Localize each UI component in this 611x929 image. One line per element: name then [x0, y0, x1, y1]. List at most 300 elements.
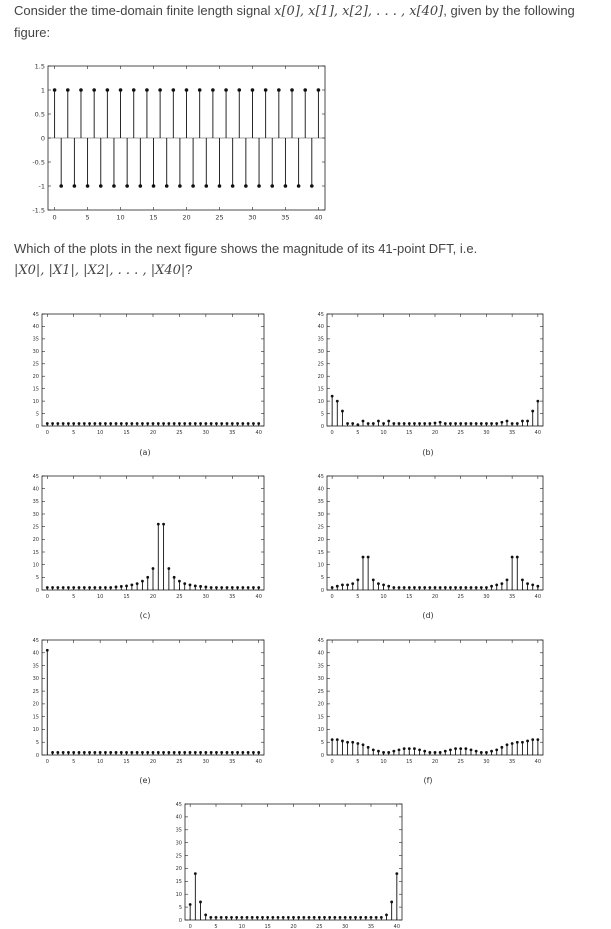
stem-marker — [93, 422, 96, 425]
stem-marker — [53, 88, 57, 92]
stem-marker — [104, 586, 107, 589]
stem-marker — [511, 422, 514, 425]
stem-marker — [178, 580, 181, 583]
stem-marker — [99, 422, 102, 425]
x-tick-label: 25 — [215, 213, 224, 222]
x-tick-label: 20 — [290, 924, 297, 929]
x-tick-label: 15 — [406, 594, 413, 600]
stem-marker — [277, 88, 281, 92]
panel-label-f: (f) — [423, 776, 433, 785]
stem-marker — [211, 88, 215, 92]
stem-marker — [83, 586, 86, 589]
stem-marker — [173, 422, 176, 425]
stem-marker — [247, 586, 250, 589]
stem-marker — [183, 751, 186, 754]
x-tick-label: 0 — [330, 759, 334, 765]
stem-marker — [356, 423, 359, 426]
y-tick-label: 35 — [175, 827, 182, 834]
y-tick-label: 35 — [317, 499, 324, 506]
stem-marker — [251, 916, 254, 919]
stem-marker — [459, 747, 462, 750]
stem-marker — [367, 556, 370, 559]
stem-marker — [120, 422, 123, 425]
stem-marker — [536, 400, 539, 403]
stem-marker — [237, 88, 241, 92]
stem-marker — [215, 422, 218, 425]
stem-marker — [266, 916, 269, 919]
stem-marker — [185, 88, 189, 92]
stem-marker — [444, 586, 447, 589]
chart-a — [33, 312, 264, 457]
y-tick-label: 20 — [317, 537, 324, 544]
y-tick-label: 25 — [175, 853, 182, 860]
stem-marker — [282, 916, 285, 919]
stem-marker — [364, 916, 367, 919]
plot-frame — [327, 476, 543, 590]
stem-marker — [46, 422, 49, 425]
y-tick-label: 45 — [32, 637, 39, 644]
stem-marker — [434, 586, 437, 589]
stem-marker — [392, 750, 395, 753]
y-tick-label: 0 — [35, 587, 39, 594]
stem-marker — [173, 576, 176, 579]
stem-marker — [152, 751, 155, 754]
stem-marker — [403, 747, 406, 750]
x-tick-label: 25 — [176, 430, 183, 436]
stem-marker — [490, 422, 493, 425]
panel-label-b: (b) — [422, 448, 434, 457]
stem-marker — [204, 586, 207, 589]
stem-marker — [158, 88, 162, 92]
stem-marker — [99, 751, 102, 754]
stem-marker — [204, 913, 207, 916]
panel-label-e: (e) — [139, 776, 151, 785]
y-tick-label: 15 — [32, 714, 39, 721]
stem-marker — [62, 422, 65, 425]
stem-marker — [349, 916, 352, 919]
stem-marker — [183, 582, 186, 585]
stem-marker — [204, 422, 207, 425]
stem-marker — [328, 916, 331, 919]
y-tick-label: 10 — [317, 727, 324, 734]
x-tick-label: 5 — [356, 759, 360, 765]
chart-c — [33, 474, 264, 620]
y-tick-label: 10 — [317, 398, 324, 405]
y-tick-label: 20 — [317, 701, 324, 708]
y-tick-label: 5 — [320, 411, 324, 418]
stem-marker — [480, 422, 483, 425]
stem-marker — [495, 422, 498, 425]
stem-marker — [341, 740, 344, 743]
y-tick-label: 0 — [320, 423, 324, 430]
stem-marker — [83, 422, 86, 425]
y-tick-label: 30 — [317, 511, 324, 518]
stem-marker — [220, 422, 223, 425]
stem-marker — [51, 586, 54, 589]
x-tick-label: 20 — [431, 594, 439, 600]
stem-marker — [398, 422, 401, 425]
stem-marker — [152, 422, 155, 425]
x-tick-label: 30 — [483, 759, 490, 765]
y-tick-label: 40 — [317, 650, 324, 657]
stem-marker — [521, 578, 524, 581]
stem-marker — [93, 586, 96, 589]
stem-marker — [490, 750, 493, 753]
stem-marker — [387, 751, 390, 754]
stem-marker — [225, 916, 228, 919]
stem-marker — [434, 422, 437, 425]
stem-marker — [146, 422, 149, 425]
y-tick-label: 10 — [317, 562, 324, 569]
stem-marker — [336, 585, 339, 588]
x-tick-label: 20 — [149, 594, 157, 600]
stem-marker — [351, 741, 354, 744]
y-tick-label: 5 — [178, 904, 182, 911]
y-tick-label: 45 — [32, 311, 39, 318]
stem-marker — [403, 422, 406, 425]
stem-marker — [449, 748, 452, 751]
stem-marker — [88, 751, 91, 754]
stem-marker — [178, 422, 181, 425]
x-tick-label: 30 — [483, 430, 490, 436]
x-tick-label: 20 — [149, 430, 157, 436]
stem-marker — [377, 750, 380, 753]
stem-marker — [247, 751, 250, 754]
y-tick-label: 35 — [32, 336, 39, 343]
plot-frame — [185, 804, 402, 920]
y-tick-label: 0 — [35, 423, 39, 430]
stem-marker — [261, 916, 264, 919]
prompt-end: ? — [185, 262, 193, 277]
stem-marker — [141, 751, 144, 754]
x-tick-label: 40 — [255, 759, 262, 765]
stem-marker — [199, 422, 202, 425]
chart-e — [33, 638, 264, 785]
stem-marker — [56, 751, 59, 754]
stem-marker — [86, 184, 90, 188]
x-tick-label: 30 — [202, 430, 210, 436]
stem-marker — [372, 748, 375, 751]
stem-marker — [218, 184, 222, 188]
stem-marker — [46, 649, 49, 652]
y-tick-label: 35 — [317, 336, 324, 343]
y-tick-label: 30 — [317, 676, 324, 683]
stem-marker — [310, 184, 314, 188]
y-tick-label: 0.5 — [34, 110, 45, 119]
stem-marker — [162, 751, 165, 754]
stem-marker — [382, 751, 385, 754]
stem-marker — [231, 422, 234, 425]
plot-frame — [327, 314, 543, 426]
stem-marker — [277, 916, 280, 919]
y-tick-label: 15 — [175, 879, 182, 886]
stem-marker — [141, 422, 144, 425]
y-tick-label: 5 — [320, 739, 324, 746]
stem-marker — [270, 184, 274, 188]
y-tick-label: -1 — [38, 182, 45, 191]
stem-marker — [372, 422, 375, 425]
prompt-text: Which of the plots in the next figure shows the magnitude of its 41-point DFT, i.e. — [14, 241, 478, 256]
stem-marker — [521, 741, 524, 744]
stem-marker — [178, 751, 181, 754]
stem-marker — [119, 88, 123, 92]
stem-marker — [271, 916, 274, 919]
y-tick-label: 45 — [317, 637, 324, 644]
stem-marker — [109, 586, 112, 589]
stem-marker — [231, 751, 234, 754]
stem-marker — [230, 916, 233, 919]
stem-marker — [331, 586, 334, 589]
stem-marker — [251, 88, 255, 92]
stem-marker — [485, 422, 488, 425]
stem-marker — [79, 88, 83, 92]
stem-marker — [67, 586, 70, 589]
stem-marker — [226, 751, 229, 754]
stem-marker — [372, 578, 375, 581]
x-tick-label: 30 — [202, 594, 210, 600]
stem-marker — [428, 586, 431, 589]
stem-marker — [423, 422, 426, 425]
x-tick-label: 30 — [248, 213, 257, 222]
stem-marker — [226, 422, 229, 425]
y-tick-label: 25 — [317, 361, 324, 368]
x-tick-label: 25 — [457, 759, 464, 765]
stem-marker — [104, 751, 107, 754]
x-tick-label: 35 — [508, 594, 516, 600]
stem-marker — [449, 586, 452, 589]
stem-marker — [344, 916, 347, 919]
x-tick-label: 10 — [96, 430, 104, 436]
x-tick-label: 35 — [229, 759, 236, 765]
stem-marker — [244, 184, 248, 188]
y-tick-label: 15 — [317, 386, 324, 393]
stem-marker — [302, 916, 305, 919]
intro-end-text: , given by the following — [443, 3, 575, 18]
x-tick-label: 40 — [393, 924, 401, 929]
x-tick-label: 15 — [123, 759, 130, 765]
stem-marker — [130, 584, 133, 587]
stem-marker — [413, 422, 416, 425]
stem-marker — [99, 586, 102, 589]
stem-marker — [252, 751, 255, 754]
stem-marker — [130, 751, 133, 754]
stem-marker — [220, 916, 223, 919]
x-tick-label: 40 — [534, 430, 542, 436]
stem-marker — [408, 747, 411, 750]
stem-marker — [454, 747, 457, 750]
stem-marker — [331, 738, 334, 741]
chart-f — [318, 638, 543, 785]
stem-marker — [377, 582, 380, 585]
y-tick-label: 20 — [32, 701, 39, 708]
stem-marker — [256, 916, 259, 919]
stem-marker — [470, 422, 473, 425]
y-tick-label: 15 — [317, 549, 324, 556]
stem-marker — [194, 585, 197, 588]
x-tick-label: 10 — [96, 594, 104, 600]
stem-marker — [500, 582, 503, 585]
stem-marker — [125, 751, 128, 754]
stem-marker — [120, 751, 123, 754]
intro-line2: figure: — [14, 25, 51, 40]
stem-marker — [516, 741, 519, 744]
stem-marker — [506, 578, 509, 581]
stem-marker — [152, 184, 156, 188]
stem-marker — [226, 586, 229, 589]
stem-marker — [146, 576, 149, 579]
stem-marker — [136, 422, 139, 425]
stem-marker — [88, 422, 91, 425]
x-tick-label: 35 — [229, 430, 236, 436]
x-tick-label: 35 — [367, 924, 375, 929]
stem-marker — [362, 743, 365, 746]
stem-marker — [152, 567, 155, 570]
intro-text: Consider the time-domain finite length signal — [14, 3, 275, 18]
y-tick-label: 0 — [320, 752, 324, 759]
stem-marker — [204, 751, 207, 754]
x-tick-label: 0 — [45, 759, 49, 765]
stem-marker — [323, 916, 326, 919]
stem-marker — [252, 586, 255, 589]
stem-marker — [106, 88, 110, 92]
stem-marker — [470, 748, 473, 751]
stem-marker — [220, 586, 223, 589]
stem-marker — [317, 88, 321, 92]
stem-marker — [351, 422, 354, 425]
y-tick-label: 15 — [32, 386, 39, 393]
y-tick-label: 10 — [175, 891, 182, 898]
x-tick-label: 30 — [341, 924, 349, 929]
stem-marker — [511, 742, 514, 745]
x-tick-label: 5 — [85, 213, 90, 222]
stem-marker — [231, 184, 235, 188]
stem-marker — [470, 586, 473, 589]
stem-marker — [235, 916, 238, 919]
stem-marker — [336, 400, 339, 403]
stem-marker — [198, 88, 202, 92]
x-tick-label: 40 — [255, 430, 262, 436]
stem-marker — [194, 872, 197, 875]
y-tick-label: 45 — [317, 473, 324, 480]
y-tick-label: 30 — [32, 676, 39, 683]
stem-marker — [231, 586, 234, 589]
panel-label-c: (c) — [139, 611, 151, 620]
stem-marker — [78, 751, 81, 754]
stem-marker — [362, 420, 365, 423]
x-tick-label: 0 — [330, 430, 334, 436]
stem-marker — [46, 586, 49, 589]
stem-marker — [157, 422, 160, 425]
y-tick-label: 1.5 — [34, 62, 45, 71]
stem-marker — [387, 420, 390, 423]
signal-math: x[0], x[1], x[2], . . . , x[40] — [274, 4, 444, 19]
stem-marker — [506, 743, 509, 746]
x-tick-label: 35 — [508, 759, 516, 765]
y-tick-label: 25 — [32, 524, 39, 531]
stem-marker — [346, 741, 349, 744]
y-tick-label: 35 — [317, 663, 324, 670]
stem-marker — [167, 751, 170, 754]
stem-marker — [531, 410, 534, 413]
stem-marker — [51, 751, 54, 754]
x-tick-label: 15 — [149, 213, 158, 222]
stem-marker — [220, 751, 223, 754]
y-tick-label: 40 — [32, 650, 39, 657]
chart-g — [176, 802, 402, 929]
stem-marker — [428, 751, 431, 754]
stem-marker — [92, 88, 96, 92]
stem-marker — [318, 916, 321, 919]
stem-marker — [356, 742, 359, 745]
stem-marker — [189, 751, 192, 754]
y-tick-label: 25 — [32, 361, 39, 368]
y-tick-label: 0 — [178, 917, 182, 924]
stem-marker — [125, 585, 128, 588]
stem-marker — [464, 747, 467, 750]
x-tick-label: 0 — [45, 594, 49, 600]
x-tick-label: 25 — [176, 594, 183, 600]
y-tick-label: 30 — [175, 840, 182, 847]
stem-marker — [115, 422, 118, 425]
stem-marker — [78, 422, 81, 425]
stem-marker — [506, 420, 509, 423]
stem-marker — [536, 585, 539, 588]
x-tick-label: 5 — [356, 594, 360, 600]
stem-marker — [454, 586, 457, 589]
y-tick-label: 40 — [32, 486, 39, 493]
stem-marker — [284, 184, 288, 188]
y-tick-label: 10 — [32, 727, 39, 734]
x-tick-label: 5 — [214, 924, 218, 929]
y-tick-label: 5 — [35, 411, 39, 418]
x-tick-label: 0 — [45, 430, 49, 436]
y-tick-label: 30 — [32, 349, 39, 356]
stem-marker — [167, 422, 170, 425]
y-tick-label: -1.5 — [32, 206, 45, 215]
stem-marker — [199, 901, 202, 904]
stem-marker — [194, 422, 197, 425]
y-tick-label: 0 — [320, 587, 324, 594]
stem-marker — [62, 751, 65, 754]
y-tick-label: 40 — [175, 814, 182, 821]
stem-marker — [333, 916, 336, 919]
stem-marker — [72, 586, 75, 589]
stem-marker — [236, 422, 239, 425]
stem-marker — [297, 916, 300, 919]
stem-marker — [88, 586, 91, 589]
stem-marker — [162, 422, 165, 425]
stem-marker — [215, 751, 218, 754]
stem-marker — [204, 184, 208, 188]
stem-marker — [398, 748, 401, 751]
stem-marker — [99, 184, 103, 188]
stem-marker — [480, 751, 483, 754]
stem-marker — [454, 422, 457, 425]
stem-marker — [178, 184, 182, 188]
y-tick-label: 10 — [32, 562, 39, 569]
stem-marker — [387, 585, 390, 588]
stem-marker — [392, 586, 395, 589]
stem-marker — [194, 751, 197, 754]
x-tick-label: 25 — [316, 924, 323, 929]
stem-marker — [351, 582, 354, 585]
stem-marker — [236, 586, 239, 589]
stem-marker — [464, 586, 467, 589]
stem-marker — [241, 422, 244, 425]
stem-marker — [362, 556, 365, 559]
y-tick-label: 25 — [317, 524, 324, 531]
stem-marker — [356, 578, 359, 581]
